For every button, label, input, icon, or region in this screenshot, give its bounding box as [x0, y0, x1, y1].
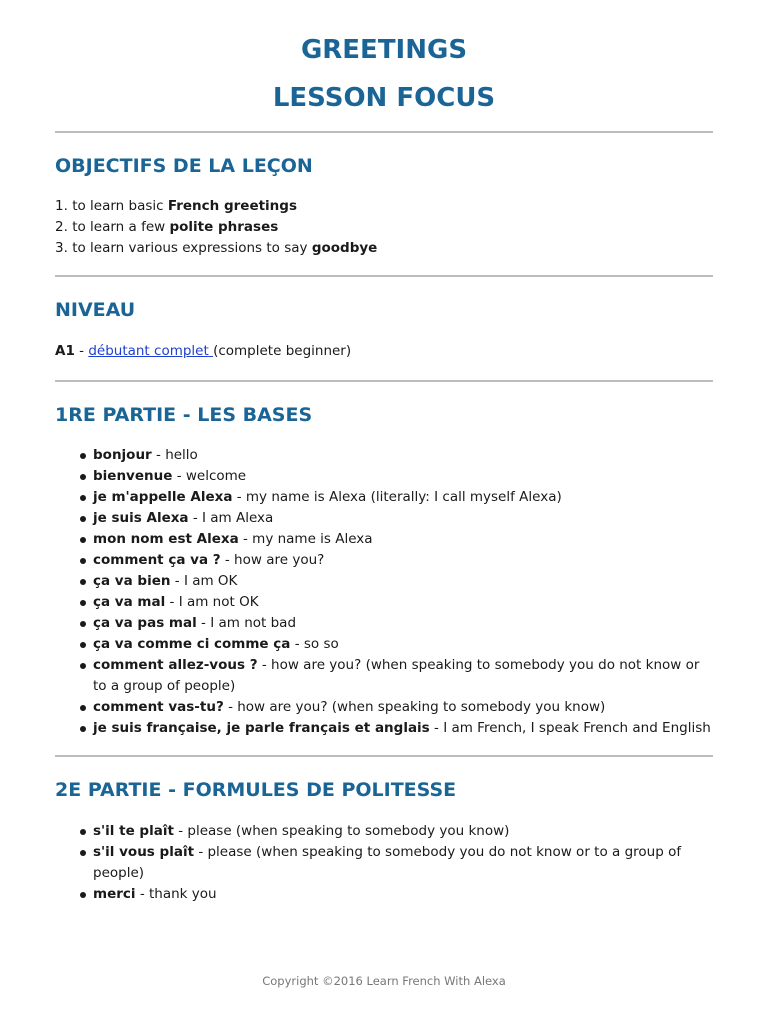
level-heading: NIVEAU — [55, 299, 136, 321]
list-item — [79, 697, 713, 718]
objective-number: 1. — [55, 198, 68, 214]
list-item — [79, 634, 713, 655]
french-phrase: mon nom est Alexa — [93, 531, 239, 547]
list-item — [79, 571, 713, 592]
objective-number: 3. — [55, 240, 68, 256]
english-translation: - how are you? (when speaking to somebody you know) — [228, 699, 606, 715]
objectives-heading: OBJECTIFS DE LA LEÇON — [55, 155, 313, 177]
french-phrase: merci — [93, 886, 136, 902]
english-translation: - I am Alexa — [192, 510, 274, 526]
title-line-2: LESSON FOCUS — [272, 83, 496, 113]
french-phrase: ça va pas mal — [93, 615, 197, 631]
objective-keyword: goodbye — [311, 240, 378, 256]
french-phrase: comment ça va ? — [93, 552, 221, 568]
objective-keyword: polite phrases — [169, 219, 279, 235]
french-phrase: comment allez-vous ? — [93, 657, 258, 673]
english-translation: - please (when speaking to somebody you do not know or to a group of people) — [93, 844, 682, 881]
english-translation: - my name is Alexa — [243, 531, 373, 547]
objective-text: to learn various expressions to say — [72, 240, 308, 256]
french-phrase: je suis française, je parle français et anglais — [93, 720, 430, 736]
list-item — [79, 508, 713, 529]
divider — [55, 755, 713, 757]
title-line-1: GREETINGS — [300, 35, 468, 65]
part1-vocab-list — [55, 445, 713, 739]
objective-item — [55, 217, 713, 238]
list-item — [79, 445, 713, 466]
french-phrase: s'il vous plaît — [93, 844, 195, 860]
list-item — [79, 613, 713, 634]
divider — [55, 275, 713, 277]
french-phrase: s'il te plaît — [93, 823, 174, 839]
level-note: (complete beginner) — [213, 343, 352, 359]
english-translation: - hello — [156, 447, 198, 463]
english-translation: - please (when speaking to somebody you know) — [178, 823, 510, 839]
list-item — [79, 884, 713, 905]
copyright-footer: Copyright ©2016 Learn French With Alexa — [262, 974, 506, 988]
english-translation: - welcome — [176, 468, 247, 484]
objective-number: 2. — [55, 219, 68, 235]
french-phrase: je m'appelle Alexa — [93, 489, 233, 505]
french-phrase: bonjour — [93, 447, 152, 463]
level-code: A1 — [55, 343, 75, 359]
level-link[interactable] — [88, 343, 213, 359]
part2-heading: 2E PARTIE - FORMULES DE POLITESSE — [55, 779, 457, 801]
english-translation: - so so — [294, 636, 339, 652]
english-translation: - I am French, I speak French and English — [434, 720, 711, 736]
list-item — [79, 550, 713, 571]
english-translation: - how are you? (when speaking to somebody you do not know or to a group of people) — [93, 657, 700, 694]
english-translation: - I am OK — [174, 573, 238, 589]
english-translation: - I am not OK — [169, 594, 259, 610]
list-item — [79, 592, 713, 613]
list-item — [79, 529, 713, 550]
part2-vocab-list — [55, 821, 713, 905]
english-translation: - thank you — [139, 886, 217, 902]
french-phrase: ça va bien — [93, 573, 171, 589]
list-item — [79, 487, 713, 508]
english-translation: - how are you? — [224, 552, 325, 568]
french-phrase: ça va mal — [93, 594, 166, 610]
level-link-text: débutant complet — [88, 343, 209, 359]
english-translation: - my name is Alexa (literally: I call myself Alexa) — [236, 489, 562, 505]
french-phrase: ça va comme ci comme ça — [93, 636, 291, 652]
list-item — [79, 655, 713, 697]
list-item — [79, 821, 713, 842]
list-item — [79, 718, 713, 739]
list-item — [79, 466, 713, 487]
objective-text: to learn a few — [72, 219, 166, 235]
objective-text: to learn basic — [72, 198, 164, 214]
objective-keyword: French greetings — [167, 198, 297, 214]
french-phrase: je suis Alexa — [93, 510, 189, 526]
objective-item — [55, 238, 713, 259]
page-title — [55, 0, 713, 122]
part1-heading: 1RE PARTIE - LES BASES — [55, 404, 313, 426]
french-phrase: bienvenue — [93, 468, 173, 484]
level-separator: - — [79, 343, 85, 359]
objective-item — [55, 196, 713, 217]
english-translation: - I am not bad — [201, 615, 297, 631]
french-phrase: comment vas-tu? — [93, 699, 224, 715]
divider — [55, 131, 713, 133]
level-line — [55, 341, 713, 362]
list-item — [79, 842, 713, 884]
objectives-list — [55, 196, 713, 259]
divider — [55, 380, 713, 382]
lesson-page — [55, 0, 713, 905]
